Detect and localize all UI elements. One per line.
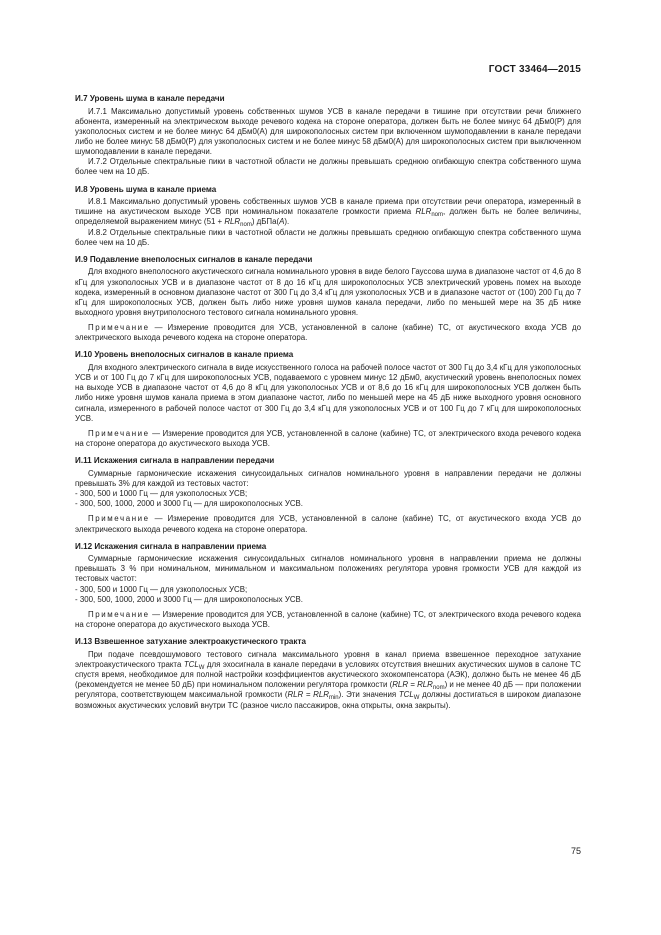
- w-subscript: W: [413, 695, 420, 702]
- min-subscript: min: [328, 695, 339, 702]
- tcl-symbol: TCL: [398, 690, 414, 700]
- section-title-i13: И.13 Взвешенное затухание электроакустического тракта: [75, 637, 306, 647]
- paragraph-i13-part-5: должны достигаться в широком диапазоне возможных акустических условий внутри ТС (разное число пассажиров, окна открыты, окна закрыты).: [75, 690, 581, 710]
- paragraph-i8-2: И.8.2 Отдельные спектральные пики в частотной области не должны превышать среднюю огибающую спектра собственного шума более чем на 10 дБ.: [75, 227, 581, 247]
- paragraph-i10-1: Для входного электрического сигнала в виде искусственного голоса на рабочей полосе частот от 300 Гц до 3,4 кГц для узкополосных УСВ и от 100 Гц до 7 кГц для широкополосных УСВ, подаваемого с уровнем минус 12 дБм0, акустический уровень внеполосных помех на выходе УСВ в диапазоне частот от 4,6 до 8 кГц для узкополосных УСВ и от 8,6 до 16 кГц для широкополосных УСВ должен быть либо ниже уровня шумов канала приема в этом диапазоне частот, либо по меньшей мере на 45 дБ ниже выходного уровня основного сигнала, измеренного в рабочей полосе частот от 300 Гц до 3,4 кГц для узкополосных УСВ и от 100 Гц до 7 кГц для широкополосных УСВ.: [75, 362, 581, 423]
- paragraph-i8-1-part-b: , должен быть не более величины, определяемой выражением минус (51 +: [75, 207, 582, 227]
- list-item: - 300, 500 и 1000 Гц — для узкополосных УСВ;: [75, 584, 248, 594]
- paragraph-i11-1: Суммарные гармонические искажения синусоидальных сигналов номинального уровня в направлении передачи не должны превышать 3% для каждой из тестовых частот:: [75, 468, 581, 488]
- standard-number-header: ГОСТ 33464—2015: [488, 64, 581, 75]
- section-title-i12: И.12 Искажения сигнала в направлении приема: [75, 541, 267, 551]
- paragraph-i13-part-2: для эхосигнала в канале передачи в условиях отсутствия внешних акустических шумов в салоне ТС спустя время, необходимое для полной настройки коэффициентов акустического эхокомпенсатора (АЭК), должно быть не менее 46 дБ (рекомендуется не менее 50 дБ) при номинальном положении регулятора громкости (: [75, 659, 581, 690]
- paragraph-i7-2: И.7.2 Отдельные спектральные пики в частотной области не должны превышать среднюю огибающую спектра собственного шума более чем на 10 дБ.: [75, 157, 581, 177]
- tcl-symbol: TCL: [183, 659, 199, 669]
- paragraph-i13-1: [75, 650, 581, 711]
- section-title-i9: И.9 Подавление внеполосных сигналов в канале передачи: [75, 254, 313, 264]
- w-subscript: W: [198, 664, 205, 671]
- note-text: — Измерение проводится для УСВ, установленной в салоне (кабине) ТС, от акустического входа УСВ до электрического выхода речевого кодека на стороне оператора.: [75, 514, 581, 534]
- a-weighting-symbol: A: [279, 217, 285, 227]
- paragraph-i8-1-part-a: И.8.1 Максимально допустимый уровень собственных шумов УСВ в канале приема при отсутствии речи оператора, измеренный в тишине на акустическом выходе УСВ при номинальном показателе громкости приема: [75, 197, 581, 217]
- frequency-list-i11: [75, 489, 581, 509]
- note-label: Примечание: [88, 514, 150, 524]
- paragraph-i13-part-4: ). Эти значения: [338, 690, 399, 700]
- document-content: [75, 94, 581, 711]
- paragraph-i8-1-part-c: ) дБПа(: [251, 217, 280, 227]
- paragraph-i12-1: Суммарные гармонические искажения синусоидальных сигналов номинального уровня в направлении приема не должны превышать 3 % при номинальном, минимальном и максимальном положениях регулятора уровня громкости УСВ для каждой из тестовых частот:: [75, 554, 581, 584]
- page-number: 75: [570, 846, 581, 856]
- paragraph-i9-1: Для входного внеполосного акустического сигнала номинального уровня в виде белого Гауссова шума в диапазоне частот от 4,6 до 8 кГц для узкополосных УСВ и в диапазоне частот от 8 до 16 кГц для широкополосных УСВ электрический уровень помех на выходе кодека, измеренный в основном диапазоне частот от 300 Гц до 3,4 кГц для узкополосных УСВ и в диапазоне частот от (100) 200 Гц до 7 кГц для широкополосных УСВ, должен быть либо ниже уровня шумов канала передачи, либо по меньшей мере на 35 дБ ниже выходного уровня внутриполосного тестового сигнала номинального уровня.: [75, 267, 581, 317]
- frequency-list-i12: [75, 585, 581, 605]
- paragraph-i8-1: [75, 197, 581, 227]
- nom-subscript: nom: [432, 685, 445, 692]
- paragraph-i8-1-part-d: ).: [284, 217, 290, 227]
- rlr-equation: RLR = RLR: [287, 690, 329, 700]
- note-i10: [75, 429, 581, 449]
- note-text: — Измерение проводится для УСВ, установленной в салоне (кабине) ТС, от электрического входа речевого кодека на стороне оператора до акустического выхода УСВ.: [75, 609, 581, 630]
- rlr-equation: RLR = RLR: [392, 680, 433, 690]
- note-label: Примечание: [88, 428, 150, 438]
- section-title-i7: И.7 Уровень шума в канале передачи: [75, 94, 225, 103]
- note-text: — Измерение проводится для УСВ, установленной в салоне (кабине) ТС, от электрического входа речевого кодека на стороне оператора до акустического выхода УСВ.: [75, 428, 581, 449]
- section-title-i8: И.8 Уровень шума в канале приема: [75, 184, 217, 194]
- note-label: Примечание: [88, 323, 150, 333]
- rlr-symbol: RLR: [415, 207, 432, 217]
- rlr-symbol: RLR: [224, 217, 241, 227]
- list-item: - 300, 500 и 1000 Гц — для узкополосных УСВ;: [75, 489, 248, 499]
- paragraph-i13-part-3: ) и не менее 40 дБ — при положении регулятора, соответствующем максимальной громкости (: [75, 680, 581, 700]
- note-i9: [75, 323, 581, 343]
- nom-subscript: nom: [240, 222, 252, 229]
- paragraph-i13-part-1: При подаче псевдошумового тестового сигнала максимального уровня в канал приема взвешенное переходное затухание электроакустического тракта: [75, 649, 581, 669]
- list-item: - 300, 500, 1000, 2000 и 3000 Гц — для широкополосных УСВ.: [75, 499, 303, 509]
- list-item: - 300, 500, 1000, 2000 и 3000 Гц — для широкополосных УСВ.: [75, 594, 303, 604]
- note-i12: [75, 610, 581, 630]
- paragraph-i7-1: И.7.1 Максимально допустимый уровень собственных шумов УСВ в канале передачи в тишине при отсутствии речи ближнего абонента, измеренный на электрическом выходе речевого кодека на стороне оператора, должен быть не более минус 64 дБм0(Р) для узкополосных систем и не более минус 64 дБм0(А) для широкополосных систем при включенном шумоподавлении в канале передачи либо не более минус 58 дБм0(Р) для узкополосных систем и не более минус 58 дБм0(А) для широкополосных систем при выключенном шумоподавлении в канале передачи.: [75, 106, 581, 157]
- note-i11: [75, 514, 581, 534]
- section-title-i10: И.10 Уровень внеполосных сигналов в канале приема: [75, 350, 294, 360]
- note-label: Примечание: [88, 609, 150, 619]
- note-text: — Измерение проводится для УСВ, установленной в салоне (кабине) ТС, от акустического входа УСВ до электрического выхода речевого кодека на стороне оператора.: [75, 323, 581, 343]
- nom-subscript: nom: [431, 212, 443, 219]
- section-title-i11: И.11 Искажения сигнала в направлении передачи: [75, 456, 275, 466]
